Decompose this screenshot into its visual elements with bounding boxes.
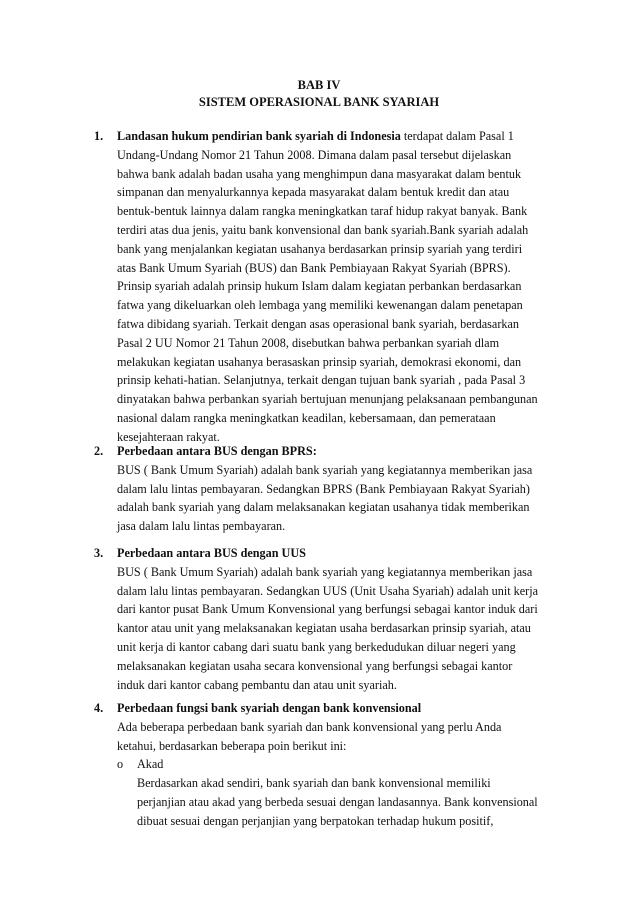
section-text-line: melaksanakan kegiatan usaha secara konvensional yang berfungsi sebagai kantor xyxy=(117,658,513,673)
section-number: 4. xyxy=(94,701,104,715)
section-number: 3. xyxy=(94,546,104,560)
section-2 xyxy=(94,442,564,536)
section-1 xyxy=(94,127,564,447)
section-text-line: fatwa yang dikeluarkan oleh lembaga yang memiliki kewenangan dalam penetapan xyxy=(117,298,523,313)
section-text-line: melakukan kegiatan usahanya berasaskan prinsip syariah, demokrasi ekonomi, dan xyxy=(117,354,522,369)
chapter-title: SISTEM OPERASIONAL BANK SYARIAH xyxy=(198,95,440,109)
sub-item-text-line: perjanjian atau akad yang berbeda sesuai dengan landasannya. Bank konvensional xyxy=(137,794,538,809)
section-title: Perbedaan fungsi bank syariah dengan bank konvensional xyxy=(117,701,422,715)
section-title: Perbedaan antara BUS dengan BPRS: xyxy=(117,444,317,458)
section-text-line: terdiri atas dua jenis, yaitu bank konvensional dan bank syariah.Bank syariah adalah xyxy=(117,222,529,237)
section-text-line: dalam lalu lintas pembayaran. Sedangkan UUS (Unit Usaha Syariah) adalah unit kerja xyxy=(117,583,539,598)
section-text-line: Ada beberapa perbedaan bank syariah dan bank konvensional yang perlu Anda xyxy=(117,719,502,734)
section-text-line: dalam lalu lintas pembayaran. Sedangkan BPRS (Bank Pembiayaan Rakyat Syariah) xyxy=(117,481,530,496)
bullet-circle-icon: o xyxy=(117,757,124,772)
section-text-line: BUS ( Bank Umum Syariah) adalah bank syariah yang kegiatannya memberikan jasa xyxy=(117,462,533,477)
section-text-line: fatwa dibidang syariah. Terkait dengan asas operasional bank syariah, berdasarkan xyxy=(117,316,519,331)
section-title: Landasan hukum pendirian bank syariah di Indonesia xyxy=(117,129,401,143)
sub-item-akad xyxy=(117,755,564,830)
section-text-line: dinyatakan bahwa perbankan syariah bertujuan menunjang pelaksanaan pembangunan xyxy=(117,392,538,407)
section-text-line: jasa dalam lalu lintas pembayaran. xyxy=(117,519,286,534)
section-text-line: Undang-Undang Nomor 21 Tahun 2008. Dimana dalam pasal tersebut dijelaskan xyxy=(117,147,512,162)
section-text-line: kesejahteraan rakyat. xyxy=(117,429,220,444)
section-number: 1. xyxy=(94,129,104,143)
section-text-line: simpanan dan menyalurkannya kepada masyarakat dalam bentuk kredit dan atau xyxy=(117,185,510,200)
section-text-line: nasional dalam rangka meningkatkan keadilan, kebersamaan, dan pemerataan xyxy=(117,410,496,425)
section-4 xyxy=(94,699,564,831)
sub-item-text-line: dibuat sesuai dengan perjanjian yang berpatokan terhadap hukum positif, xyxy=(137,813,494,828)
section-text-line: dari kantor pusat Bank Umum Konvensional yang berfungsi sebagai kantor induk dari xyxy=(117,602,538,617)
section-text-line: bank yang menjalankan kegiatan usahanya berdasarkan prinsip syariah yang terdiri xyxy=(117,241,523,256)
sub-item-title: Akad xyxy=(137,757,164,772)
chapter-heading: BAB IV xyxy=(297,78,341,92)
section-text-line: kantor atau unit yang melaksanakan kegiatan usaha berdasarkan prinsip syariah, atau xyxy=(117,621,531,636)
section-text-line: induk dari kantor cabang pembantu dan atau unit syariah. xyxy=(117,677,397,692)
section-first-line xyxy=(117,127,564,146)
section-title: Perbedaan antara BUS dengan UUS xyxy=(117,546,306,560)
section-text-line: terdapat dalam Pasal 1 xyxy=(400,129,514,143)
sub-item-text-line: Berdasarkan akad sendiri, bank syariah dan bank konvensional memiliki xyxy=(137,776,491,791)
section-text-line: atas Bank Umum Syariah (BUS) dan Bank Pembiayaan Rakyat Syariah (BPRS). xyxy=(117,260,511,275)
section-text-line: bahwa bank adalah badan usaha yang menghimpun dana masyarakat dalam bentuk xyxy=(117,166,522,181)
section-3 xyxy=(94,544,564,694)
section-text-line: bentuk-bentuk lainnya dalam rangka meningkatkan taraf hidup rakyat banyak. Bank xyxy=(117,204,528,219)
section-text-line: Pasal 2 UU Nomor 21 Tahun 2008, disebutkan bahwa perbankan syariah dlam xyxy=(117,335,500,350)
section-number: 2. xyxy=(94,444,104,458)
section-text-line: ketahui, berdasarkan beberapa poin berikut ini: xyxy=(117,738,347,753)
section-text-line: prinsip kehati-hatian. Selanjutnya, terkait dengan tujuan bank syariah , pada Pasal 3 xyxy=(117,373,526,388)
section-text-line: adalah bank syariah yang dalam melaksanakan kegiatan usahanya tidak memberikan xyxy=(117,500,530,515)
section-text-line: unit kerja di kantor cabang dari suatu bank yang berkedudukan diluar negeri yang xyxy=(117,639,516,654)
section-text-line: BUS ( Bank Umum Syariah) adalah bank syariah yang kegiatannya memberikan jasa xyxy=(117,564,533,579)
section-text-line: Prinsip syariah adalah prinsip hukum Islam dalam kegiatan perbankan berdasarkan xyxy=(117,279,522,294)
